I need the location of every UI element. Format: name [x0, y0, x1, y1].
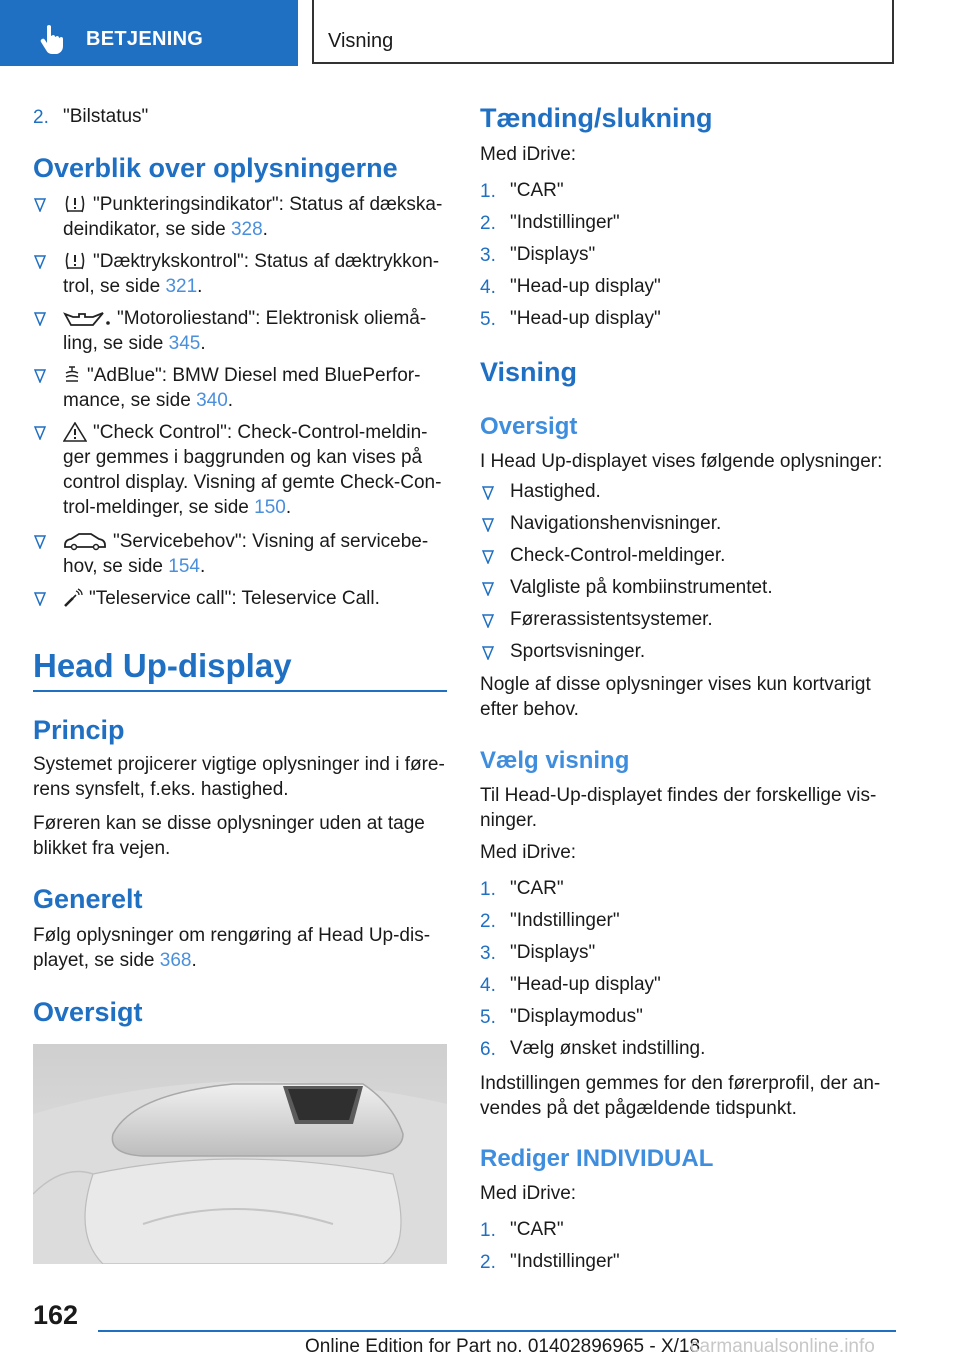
list-item: "Servicebehov": Visning af servicebe- hov, se side 154. — [63, 531, 429, 577]
princip-paragraph: Systemet projicerer vigtige oplysninger ind i føre- rens synsfelt, f.eks. hastighed. — [33, 754, 445, 800]
step-text: "CAR" — [510, 878, 564, 899]
generelt-heading: Generelt — [33, 884, 143, 914]
step-number: 3. — [480, 245, 496, 266]
footer-rule — [98, 1330, 896, 1332]
step-text: "Head-up display" — [510, 974, 661, 995]
list-item: Check-Control-meldinger. — [510, 545, 726, 566]
watermark: carmanualsonline.info — [690, 1336, 875, 1357]
bullet-triangle-icon — [34, 312, 46, 326]
step-number: 5. — [480, 1007, 496, 1028]
step-number: 2. — [480, 1252, 496, 1273]
step-text: "Head-up display" — [510, 276, 661, 297]
vaelg-paragraph: Til Head-Up-displayet findes der forskellige vis- ninger. — [480, 785, 877, 831]
head-up-display-heading: Head Up-display — [33, 647, 292, 684]
list-item: "Motoroliestand": Elektronisk oliemå- ling, se side 345. — [63, 308, 427, 354]
princip-paragraph-2: Føreren kan se disse oplysninger uden at tage blikket fra vejen. — [33, 813, 425, 859]
step-number: 4. — [480, 975, 496, 996]
step-number: 2. — [480, 213, 496, 234]
step-number: 5. — [480, 309, 496, 330]
list-item: Sportsvisninger. — [510, 641, 646, 662]
oversigt-note: Nogle af disse oplysninger vises kun kortvarigt efter behov. — [480, 674, 871, 720]
list-item: Førerassistentsystemer. — [510, 609, 713, 630]
step-text: "Bilstatus" — [63, 106, 149, 127]
bullet-triangle-icon — [482, 614, 494, 628]
bullet-triangle-icon — [34, 369, 46, 383]
generelt-paragraph: Følg oplysninger om rengøring af Head Up-dis- playet, se side 368. — [33, 925, 431, 971]
page-link[interactable]: 340 — [196, 390, 228, 411]
list-item: "Teleservice call": Teleservice Call. — [63, 586, 448, 611]
page-link[interactable]: 345 — [168, 333, 201, 354]
page-link[interactable]: 368 — [159, 950, 192, 971]
oil-can-icon — [63, 308, 111, 328]
bullet-triangle-icon — [482, 582, 494, 596]
tire-warning-icon — [63, 194, 87, 214]
step-text: "Displays" — [510, 942, 596, 963]
step-number: 2. — [33, 107, 49, 128]
bullet-triangle-icon — [34, 255, 46, 269]
list-item: "Dæktrykskontrol": Status af dæktrykkon- trol, se side 321. — [63, 251, 440, 297]
step-number: 2. — [480, 911, 496, 932]
list-item: "Check Control": Check-Control-meldin- ger gemmes i baggrunden og kan vises på control display. Visning af gemte Check-Con- trol-meldinger, se side 150. — [63, 422, 442, 518]
list-item: Valgliste på kombiinstrumentet. — [510, 577, 773, 598]
step-number: 4. — [480, 277, 496, 298]
oversigt-heading-right: Oversigt — [480, 413, 578, 440]
step-number: 1. — [480, 879, 496, 900]
chapter-tab[interactable] — [0, 0, 298, 66]
step-text: "Head-up display" — [510, 308, 661, 329]
vaelg-visning-heading: Vælg visning — [480, 747, 630, 774]
head-up-display-photo — [33, 1044, 447, 1264]
oversigt-heading-left: Oversigt — [33, 997, 143, 1027]
rediger-individual-heading: Rediger INDIVIDUAL — [480, 1145, 714, 1172]
bullet-triangle-icon — [482, 550, 494, 564]
warning-triangle-icon — [63, 422, 87, 442]
step-text: Vælg ønsket indstilling. — [510, 1038, 706, 1059]
page-link[interactable]: 154 — [168, 556, 200, 577]
list-item: Navigationshenvisninger. — [510, 513, 722, 534]
section-tab — [312, 0, 894, 64]
step-text: "Displays" — [510, 244, 596, 265]
step-text: "CAR" — [510, 180, 564, 201]
page-link[interactable]: 321 — [165, 276, 198, 297]
list-item: "AdBlue": BMW Diesel med BluePerfor- mance, se side 340. — [63, 365, 421, 411]
step-text: "Displaymodus" — [510, 1006, 643, 1027]
adblue-icon — [63, 365, 81, 385]
page-number: 162 — [33, 1300, 79, 1330]
bullet-triangle-icon — [34, 426, 46, 440]
bullet-triangle-icon — [482, 646, 494, 660]
vaelg-note: Indstillingen gemmes for den førerprofil, der an- vendes på det pågældende tidspunkt. — [480, 1073, 881, 1119]
dashboard-illustration — [33, 1044, 447, 1264]
hand-pointer-icon — [40, 24, 66, 54]
visning-heading: Visning — [480, 357, 578, 387]
car-service-icon — [63, 531, 107, 551]
step-number: 1. — [480, 181, 496, 202]
step-number: 3. — [480, 943, 496, 964]
bullet-triangle-icon — [34, 535, 46, 549]
bullet-triangle-icon — [482, 518, 494, 532]
tire-pressure-icon — [63, 251, 87, 271]
taending-heading: Tænding/slukning — [480, 103, 713, 133]
step-text: "CAR" — [510, 1219, 564, 1240]
section-title: Visning — [328, 30, 394, 52]
edition-text: Online Edition for Part no. 01402896965 - X/18 — [305, 1336, 701, 1357]
list-item: Hastighed. — [510, 481, 601, 502]
step-text: "Indstillinger" — [510, 212, 620, 233]
list-item: "Punkteringsindikator": Status af dækska- deindikator, se side 328. — [63, 194, 443, 240]
med-idrive-label: Med iDrive: — [480, 842, 577, 863]
heading-rule — [33, 690, 447, 692]
med-idrive-label: Med iDrive: — [480, 144, 577, 165]
princip-heading: Princip — [33, 715, 125, 745]
step-text: "Indstillinger" — [510, 910, 620, 931]
bullet-triangle-icon — [34, 198, 46, 212]
bullet-triangle-icon — [34, 592, 46, 606]
chapter-title: BETJENING — [86, 28, 204, 50]
step-number: 1. — [480, 1220, 496, 1241]
overblik-heading: Overblik over oplysningerne — [33, 153, 398, 183]
bullet-triangle-icon — [482, 486, 494, 500]
page-link[interactable]: 328 — [230, 219, 263, 240]
page-link[interactable]: 150 — [254, 497, 286, 518]
med-idrive-label: Med iDrive: — [480, 1183, 577, 1204]
step-number: 6. — [480, 1039, 496, 1060]
step-text: "Indstillinger" — [510, 1251, 620, 1272]
oversigt-intro: I Head Up-displayet vises følgende oplysninger: — [480, 451, 883, 472]
wrench-teleservice-icon — [63, 588, 83, 608]
